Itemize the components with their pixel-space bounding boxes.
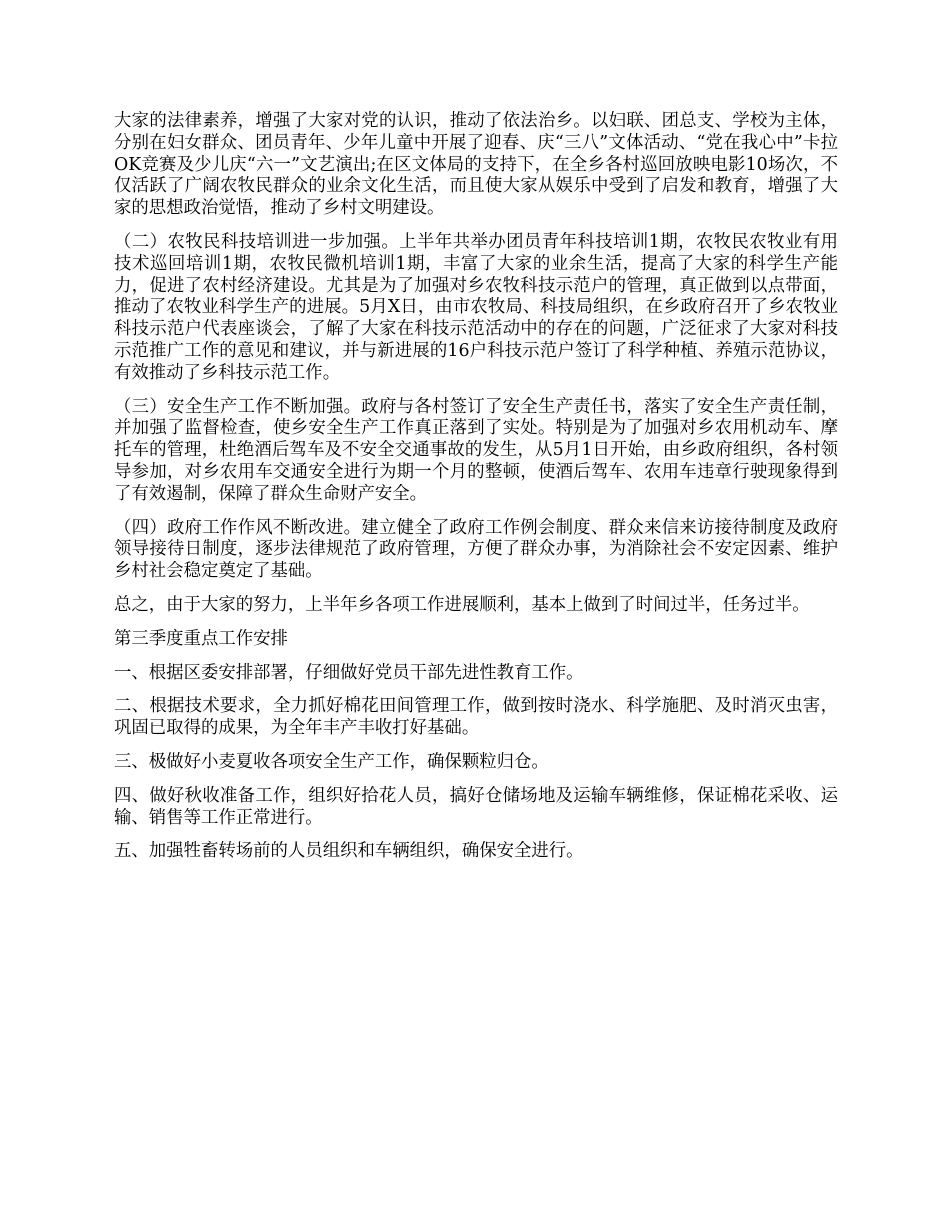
paragraph-safety-production: （三）安全生产工作不断加强。政府与各村签订了安全生产责任书，落实了安全生产责任制，并加强了监督检查，使乡安全生产工作真正落到了实处。特别是为了加强对乡农用机动车、摩托车的管理，杜绝酒后驾车及不安全交通事故的发生，从5月1日开始，由乡政府组织，各村领导参加，对乡农用车交通安全进行为期一个月的整顿，使酒后驾车、农用车违章行驶现象得到了有效遏制，保障了群众生命财产安全。 (114, 396, 838, 504)
plan-item-2: 二、根据技术要求，全力抓好棉花田间管理工作，做到按时浇水、科学施肥、及时消灭虫害，巩固已取得的成果，为全年丰产丰收打好基础。 (114, 696, 838, 739)
plan-item-3: 三、极做好小麦夏收各项安全生产工作，确保颗粒归仓。 (114, 751, 549, 772)
paragraph-summary: 总之，由于大家的努力，上半年乡各项工作进展顺利，基本上做到了时间过半，任务过半。 (114, 594, 810, 615)
paragraph-tech-training: （二）农牧民科技培训进一步加强。上半年共举办团员青年科技培训1期，农牧民农牧业有用技术巡回培训1期，农牧民微机培训1期，丰富了大家的业余生活，提高了大家的科学生产能力，促进了农村经济建设。尤其是为了加强对乡农牧科技示范户的管理，真正做到以点带面，推动了农牧业科学生产的进展。5月X日，由市农牧局、科技局组织，在乡政府召开了乡农牧业科技示范户代表座谈会，了解了大家在科技示范活动中的存在的问题，广泛征求了大家对科技示范推广工作的意见和建议，并与新进展的16户科技示范户签订了科学种植、养殖示范协议，有效推动了乡科技示范工作。 (114, 231, 838, 383)
plan-item-5: 五、加强牲畜转场前的人员组织和车辆组织，确保安全进行。 (114, 841, 584, 862)
section-heading-q3-plan: 第三季度重点工作安排 (114, 628, 288, 649)
paragraph-work-style: （四）政府工作作风不断改进。建立健全了政府工作例会制度、群众来信来访接待制度及政府领导接待日制度，逐步法律规范了政府管理，方便了群众办事，为消除社会不安定因素、维护乡村社会稳定奠定了基础。 (114, 517, 838, 582)
paragraph-rule-of-law-culture: 大家的法律素养，增强了大家对党的认识，推动了依法治乡。以妇联、团总支、学校为主体，分别在妇女群众、团员青年、少年儿童中开展了迎春、庆“三八”文体活动、“党在我心中”卡拉OK竞赛及少儿庆“六一”文艺演出;在区文体局的支持下，在全乡各村巡回放映电影10场次，不仅活跃了广阔农牧民群众的业余文化生活，而且使大家从娱乐中受到了启发和教育，增强了大家的思想政治觉悟，推动了乡村文明建设。 (114, 111, 838, 219)
document-page (114, 111, 838, 875)
plan-item-4: 四、做好秋收准备工作，组织好拾花人员，搞好仓储场地及运输车辆维修，保证棉花采收、运输、销售等工作正常进行。 (114, 785, 838, 828)
plan-item-1: 一、根据区委安排部署，仔细做好党员干部先进性教育工作。 (114, 662, 584, 683)
